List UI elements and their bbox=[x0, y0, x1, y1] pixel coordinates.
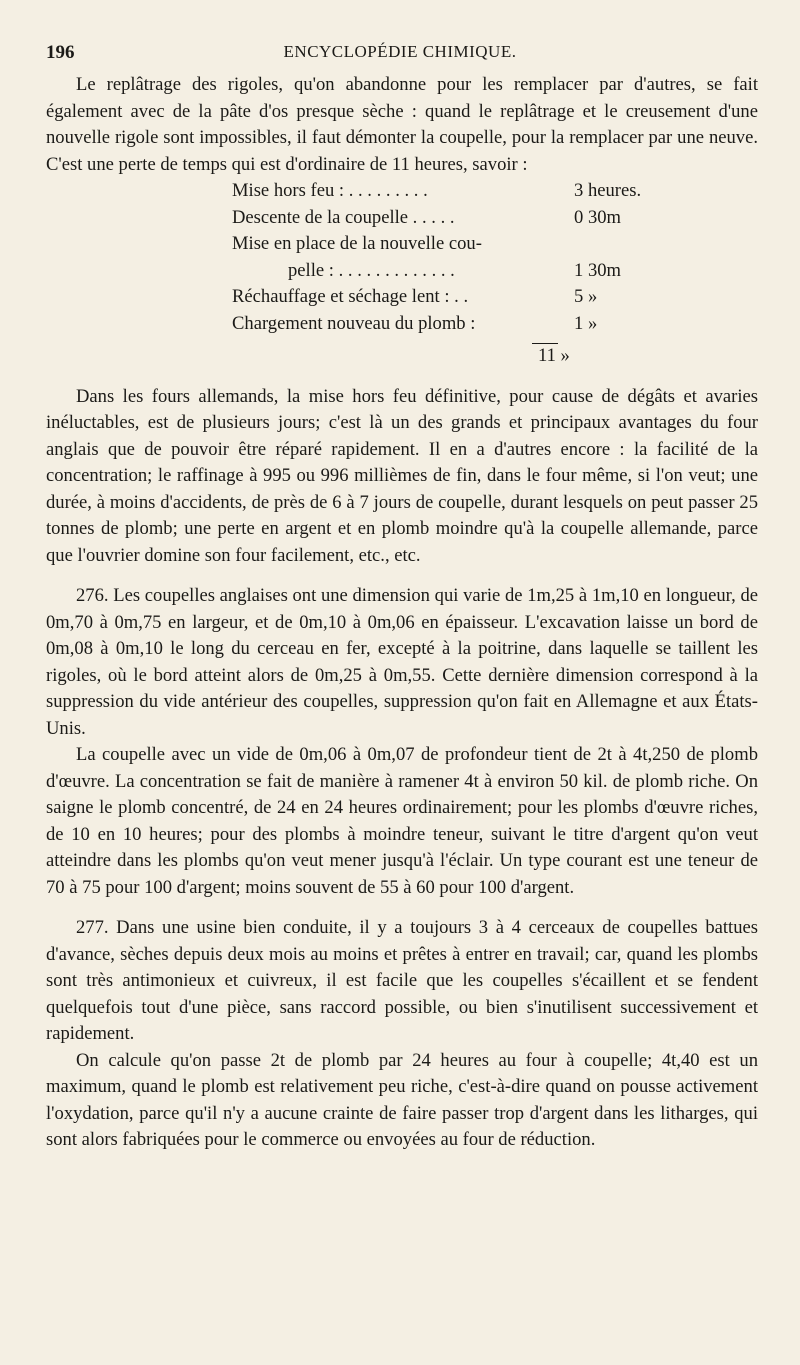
schedule-value: 1 » bbox=[574, 312, 598, 334]
schedule-row bbox=[232, 311, 652, 338]
paragraph-calcul: On calcule qu'on passe 2t de plomb par 24 heures au four à coupelle; 4t,40 est un maximum, quand le plomb est relativement peu riche, c'est-à-dire quand on pousse activement l'oxydation, parce qu'il n'y a aucune crainte de faire passer trop d'argent dans les litharges, qui sont alors fabriquées pour le commerce ou envoyées au four de réduction. bbox=[46, 1049, 758, 1150]
schedule-total bbox=[232, 343, 652, 370]
schedule-value: 3 heures. bbox=[574, 180, 642, 201]
schedule-label: Chargement nouveau du plomb : bbox=[232, 312, 476, 334]
schedule-label: Réchauffage et séchage lent : . . bbox=[232, 286, 469, 307]
schedule-row bbox=[232, 231, 652, 258]
page-body bbox=[46, 72, 758, 1154]
running-title: ENCYCLOPÉDIE CHIMIQUE. bbox=[283, 42, 517, 61]
schedule-row bbox=[232, 258, 652, 285]
schedule-value: 1 30m bbox=[574, 259, 622, 281]
schedule-value bbox=[560, 231, 652, 258]
schedule-value: 5 » bbox=[574, 286, 598, 307]
schedule-label: Mise hors feu : . . . . . . . . . bbox=[232, 180, 428, 201]
time-schedule-list bbox=[232, 178, 652, 370]
paragraph-fours-allemands: Dans les fours allemands, la mise hors feu définitive, pour cause de dégâts et avaries inéluctables, est de plusieurs jours; c'est là un des grands et principaux avantages du four anglais que de pouvoir être réparé rapidement. Il en a d'autres encore : la facilité de la concentration; le raffinage à 995 ou 996 millièmes de fin, dans le four même, si l'on veut; une durée, à moins d'accidents, de près de 6 à 7 jours de coupelle, durant lesquels on peut passer 25 tonnes de plomb; une perte en argent et en plomb moindre qu'à la coupelle allemande, parce que l'ouvrier domine son four facilement, etc., etc. bbox=[46, 385, 758, 566]
paragraph-277: 277. Dans une usine bien conduite, il y a toujours 3 à 4 cerceaux de coupelles battues d'avance, sèches depuis deux mois au moins et prêtes à entrer en travail; car, quand les plombs sont très antimonieux et cuivreux, il est facile que les coupelles s'écaillent et se fendent quelquefois tout d'une pièce, sans raccord possible, ou bien s'inutilisent successivement et rapidement. bbox=[46, 917, 758, 1044]
schedule-row bbox=[232, 205, 652, 232]
total-rule bbox=[532, 343, 558, 344]
schedule-total-value: 11 » bbox=[538, 345, 570, 366]
paragraph-276: 276. Les coupelles anglaises ont une dimension qui varie de 1m,25 à 1m,10 en longueur, de 0m,70 à 0m,75 en largeur, et de 0m,10 à 0m,06 en épaisseur. L'excavation laisse un bord de 0m,08 à 0m,10 le long du cerceau en fer, excepté à la poitrine, dans laquelle se taillent les rigoles, où le bord atteint alors de 0m,25 à 0m,55. Cette dernière dimension correspond à la suppression du vide antérieur des coupelles, suppression qu'on fait en Allemagne et aux États-Unis. bbox=[46, 585, 758, 739]
paragraph-replatrage: Le replâtrage des rigoles, qu'on abandonne pour les remplacer par d'autres, se fait également avec de la pâte d'os presque sèche : quand le replâtrage et le creusement d'une nouvelle rigole sont impossibles, il faut démonter la coupelle, pour la remplacer par une neuve. C'est une perte de temps qui est d'ordinaire de 11 heures, savoir : bbox=[46, 74, 758, 175]
schedule-row bbox=[232, 284, 652, 311]
schedule-label: pelle : . . . . . . . . . . . . . bbox=[288, 259, 455, 281]
schedule-row bbox=[232, 178, 652, 205]
schedule-value: 0 30m bbox=[574, 206, 622, 228]
schedule-label: Mise en place de la nouvelle cou- bbox=[232, 233, 482, 254]
page-number: 196 bbox=[46, 42, 75, 63]
schedule-label: Descente de la coupelle . . . . . bbox=[232, 206, 455, 228]
page-header bbox=[46, 42, 754, 68]
paragraph-coupelle-vide: La coupelle avec un vide de 0m,06 à 0m,07 de profondeur tient de 2t à 4t,250 de plomb d'œuvre. La concentration se fait de manière à ramener 4t à environ 50 kil. de plomb riche. On saigne le plomb concentré, de 24 en 24 heures ordinairement; pour les plombs d'œuvre riches, de 10 en 10 heures; pour des plombs à moindre teneur, suivant le titre d'argent qu'on veut atteindre dans les plombs qu'on veut mener jusqu'à l'éclair. Un type courant est une teneur de 70 à 75 pour 100 d'argent; moins souvent de 55 à 60 pour 100 d'argent. bbox=[46, 744, 758, 898]
